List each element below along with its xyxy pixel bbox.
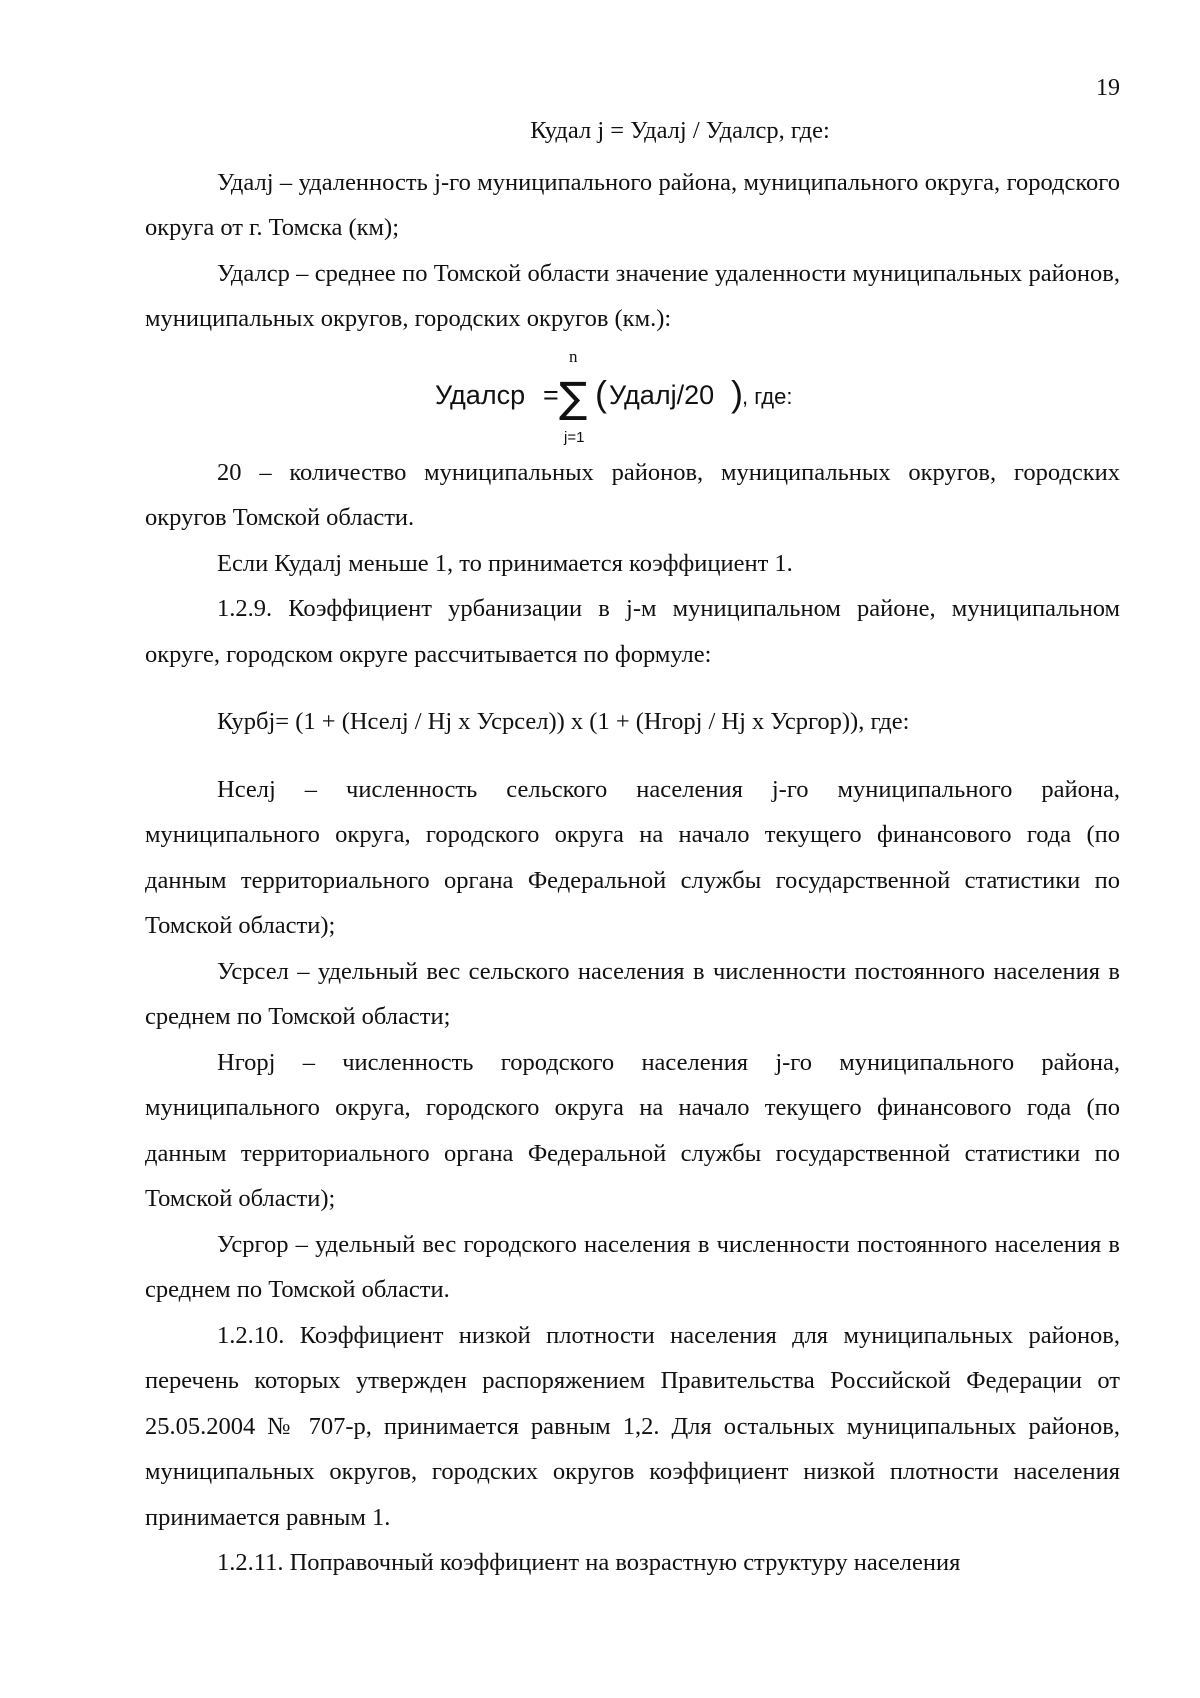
sum-symbol: ∑ <box>559 372 588 422</box>
paragraph-1-2-11: 1.2.11. Поправочный коэффициент на возрастную структуру населения <box>217 1549 961 1576</box>
formula-body: Удалj/20 <box>609 379 715 410</box>
sum-formula-graphic <box>435 342 855 450</box>
formula-kurb: Курбj= (1 + (Нселj / Нj х Усрсел)) х (1 + (Нгорj / Нj х Усргор)), где: <box>217 708 910 735</box>
paragraph-1-2-9: 1.2.9. Коэффициент урбанизации в j-м муниципальном районе, муниципальном округе, городском округе рассчитывается по формуле: <box>145 595 1120 668</box>
formula-open-paren: ( <box>595 372 607 414</box>
paragraph-if-less: Если Кудалj меньше 1, то принимается коэффициент 1. <box>217 549 793 577</box>
formula-close-paren: ) <box>731 372 743 414</box>
paragraph-nselj: Нселj – численность сельского населения j-го муниципального района, муниципального округа, городского округа на начало текущего финансового года (по данным территориального органа Федеральной службы государственной статистики по Томской области); <box>145 775 1120 939</box>
paragraph-usrsel: Усрсел – удельный вес сельского населения в численности постоянного населения в среднем по Томской области; <box>145 957 1120 1030</box>
document-body <box>145 108 1120 1586</box>
sum-upper-limit: n <box>569 346 578 366</box>
paragraph-ngorj: Нгорj – численность городского населения j-го муниципального района, муниципального округа, городского округа на начало текущего финансового года (по данным территориального органа Федеральной службы государственной статистики по Томской области); <box>145 1048 1120 1212</box>
paragraph-twenty: 20 – количество муниципальных районов, муниципальных округов, городских округов Томской области. <box>145 458 1120 531</box>
formula-equals: = <box>543 379 559 410</box>
paragraph-usrgor: Усргор – удельный вес городского населения в численности постоянного населения в среднем по Томской области. <box>145 1230 1120 1303</box>
formula-lhs: Удалср <box>435 379 526 410</box>
paragraph-udalj: Удалj – удаленность j-го муниципального района, муниципального округа, городского округа от г. Томска (км); <box>145 168 1120 241</box>
page-number: 19 <box>1096 75 1120 101</box>
formula-udalsr-sum <box>145 342 1120 450</box>
paragraph-1-2-10: 1.2.10. Коэффициент низкой плотности населения для муниципальных районов, перечень которых утвержден распоряжением Правительства Российской Федерации от 25.05.2004 № 707-р, принимается равным 1,2. Для остальных муниципальных районов, муниципальных округов, городских округов коэффициент низкой плотности населения принимается равным 1. <box>145 1321 1120 1531</box>
paragraph-udalsr: Удалср – среднее по Томской области значение удаленности муниципальных районов, муниципальных округов, городских округов (км.): <box>145 259 1120 332</box>
sum-lower-limit: j=1 <box>564 428 585 446</box>
formula-kudal: Кудал j = Удалj / Удалср, где: <box>530 117 830 144</box>
formula-suffix: , где: <box>742 383 793 409</box>
